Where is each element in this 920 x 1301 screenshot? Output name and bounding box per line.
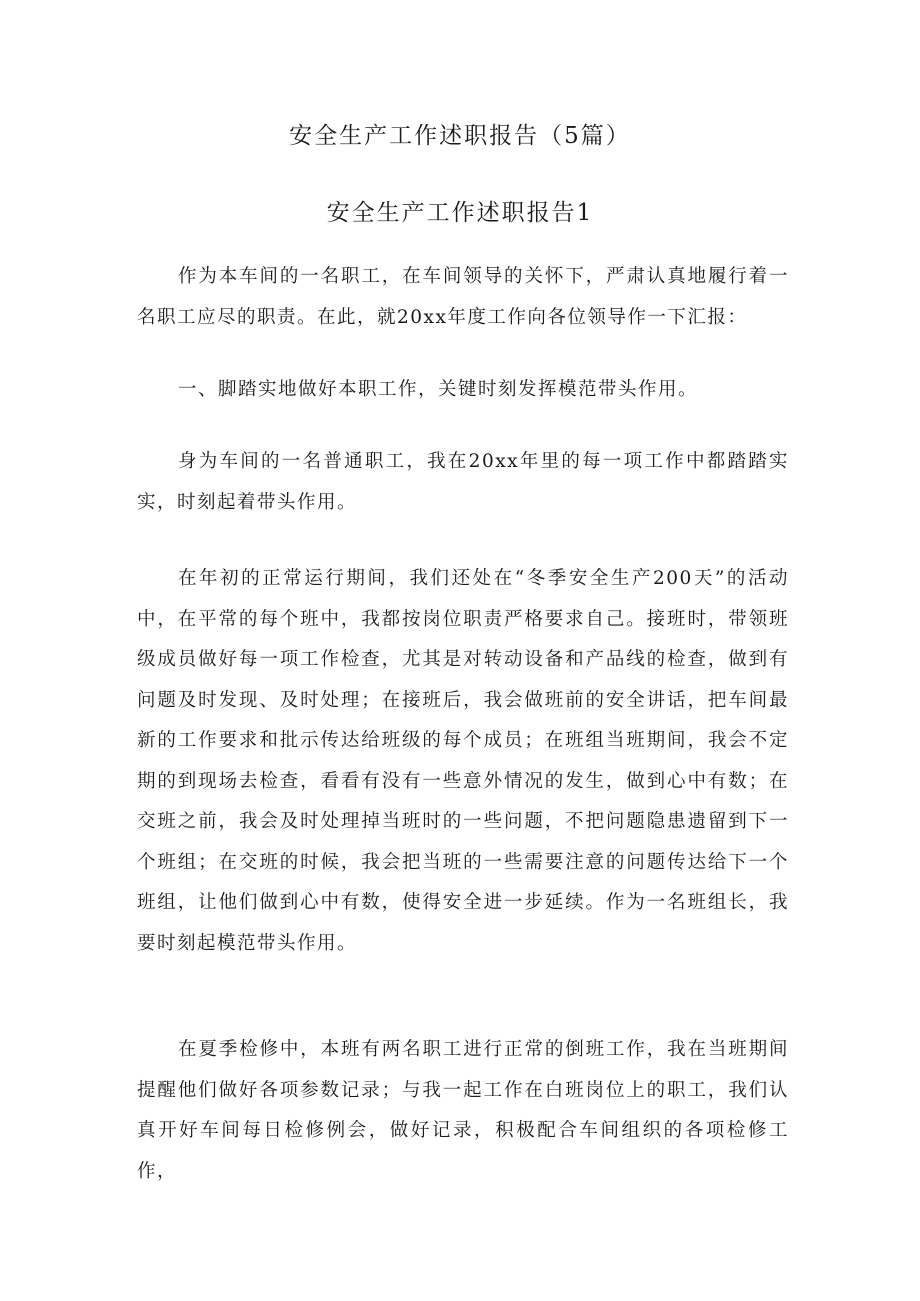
paragraph-role: 身为车间的一名普通职工，我在20xx年里的每一项工作中都踏踏实实，时刻起着带头作用。 xyxy=(137,451,789,513)
section-heading-one: 一、脚踏实地做好本职工作，关键时刻发挥模范带头作用。 xyxy=(178,379,699,400)
paragraph-summer-maintenance: 在夏季检修中，本班有两名职工进行正常的倒班工作，我在当班期间提醒他们做好各项参数记录；与我一起工作在白班岗位上的职工，我们认真开好车间每日检修例会，做好记录，积极配合车间组织的各项检修工作， xyxy=(137,1039,789,1182)
document-title: 安全生产工作述职报告（5篇） xyxy=(289,123,631,149)
document-subtitle: 安全生产工作述职报告1 xyxy=(326,200,594,226)
paragraph-winter-safety: 在年初的正常运行期间，我们还处在“冬季安全生产200天”的活动中，在平常的每个班中，我都按岗位职责严格要求自己。接班时，带领班级成员做好每一项工作检查，尤其是对转动设备和产品线的检查，做到有问题及时发现、及时处理；在接班后，我会做班前的安全讲话，把车间最新的工作要求和批示传达给班级的每个成员；在班组当班期间，我会不定期的到现场去检查，看看有没有一些意外情况的发生，做到心中有数；在交班之前，我会及时处理掉当班时的一些问题，不把问题隐患遗留到下一个班组；在交班的时候，我会把当班的一些需要注意的问题传达给下一个班组，让他们做到心中有数，使得安全进一步延续。作为一名班组长，我要时刻起模范带头作用。 xyxy=(137,568,789,954)
paragraph-intro: 作为本车间的一名职工，在车间领导的关怀下，严肃认真地履行着一名职工应尽的职责。在此，就20xx年度工作向各位领导作一下汇报： xyxy=(137,266,789,328)
